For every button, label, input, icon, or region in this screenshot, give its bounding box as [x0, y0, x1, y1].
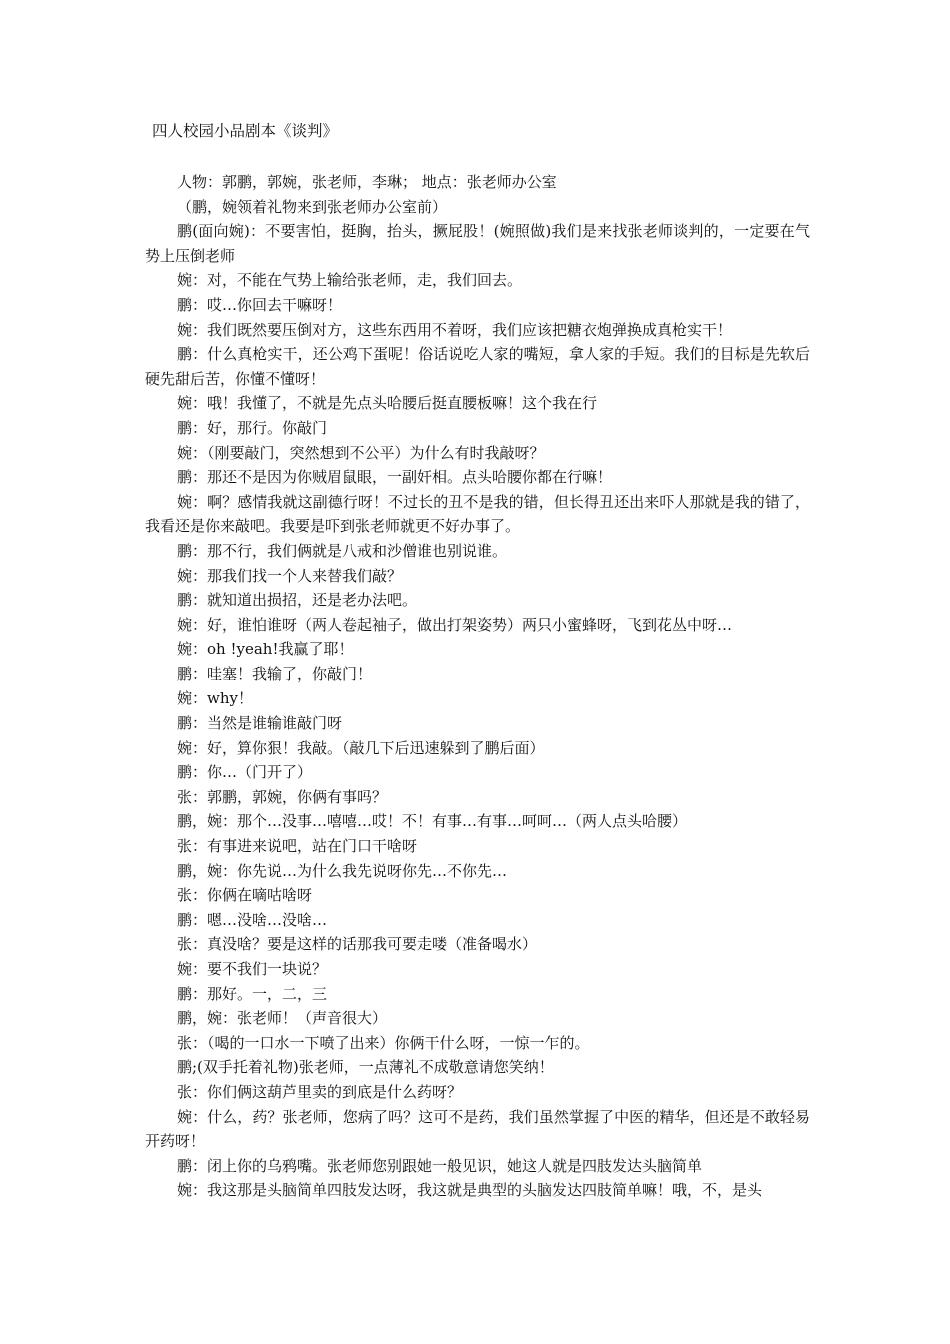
script-line: 鹏(面向婉)：不要害怕，挺胸，抬头，撅屁股！(婉照做)我们是来找张老师谈判的，一定要在气势上压倒老师 [145, 222, 810, 265]
script-line: 婉：什么，药？张老师，您病了吗？这可不是药，我们虽然掌握了中医的精华，但还是不敢轻易开药呀！ [145, 1107, 810, 1151]
script-line: 张：（喝的一口水一下喷了出来）你俩干什么呀，一惊一乍的。 [177, 1033, 590, 1052]
script-line: 婉：要不我们一块说？ [177, 960, 328, 978]
script-line: 张：真没啥？要是这样的话那我可要走喽（准备喝水） [177, 935, 538, 954]
script-line: 鹏：好，那行。你敲门 [177, 418, 328, 437]
script-line: 鹏：那不行，我们俩就是八戒和沙僧谁也别说谁。 [177, 541, 508, 560]
script-line: 婉：啊？感情我就这副德行呀！不过长的丑不是我的错，但长得丑还出来吓人那就是我的错了，我看还是你来敲吧。我要是吓到张老师就更不好办事了。 [145, 492, 810, 536]
script-line: 婉：我们既然要压倒对方，这些东西用不着呀，我们应该把糖衣炮弹换成真枪实干！ [177, 320, 733, 339]
script-line: 鹏：当然是谁输谁敲门呀 [177, 714, 343, 733]
script-line: 鹏，婉：那个…没事…嘻嘻…哎！不！有事…有事…呵呵…（两人点头哈腰） [177, 812, 688, 831]
script-line: 人物：郭鹏，郭婉，张老师，李琳； 地点：张老师办公室 [177, 173, 557, 191]
script-line: 张：郭鹏，郭婉，你俩有事吗？ [177, 787, 388, 806]
script-body [145, 170, 810, 1203]
document-title: 四人校园小品剧本《谈判》 [152, 122, 339, 140]
script-line: 张：你俩在嘀咕啥呀 [177, 886, 313, 905]
script-line: 鹏：嗯…没啥…没啥… [177, 910, 328, 929]
script-line: 鹏：你…（门开了） [177, 763, 313, 782]
script-line: 张：有事进来说吧，站在门口干啥呀 [177, 837, 418, 856]
script-line: 婉：那我们找一个人来替我们敲？ [177, 566, 403, 585]
script-line: 鹏：那还不是因为你贼眉鼠眼，一副奸相。点头哈腰你都在行嘛！ [177, 468, 613, 487]
script-line: 婉：好，算你狠！我敲。（敲几下后迅速躲到了鹏后面） [177, 738, 545, 757]
script-line: 鹏;(双手托着礼物)张老师，一点薄礼不成敬意请您笑纳！ [177, 1058, 554, 1077]
script-line: 张：你们俩这葫芦里卖的到底是什么药呀？ [177, 1082, 463, 1101]
script-line: 鹏：闭上你的乌鸦嘴。张老师您别跟她一般见识，她这人就是四肢发达头脑简单 [177, 1156, 703, 1175]
script-line: 鹏：就知道出损招，还是老办法吧。 [177, 591, 418, 610]
script-line: 婉：我这那是头脑简单四肢发达呀，我这就是典型的头脑发达四肢简单嘛！哦，不，是头 [177, 1181, 763, 1200]
script-line: 鹏，婉：张老师！（声音很大） [177, 1009, 388, 1028]
script-line: 鹏：哇塞！我输了，你敲门！ [177, 664, 373, 683]
script-line: 婉：why！ [177, 689, 253, 708]
script-line: 鹏：什么真枪实干，还公鸡下蛋呢！俗话说吃人家的嘴短，拿人家的手短。我们的目标是先软后硬先甜后苦，你懂不懂呀！ [145, 345, 810, 388]
script-line: （鹏，婉领着礼物来到张老师办公室前） [177, 197, 448, 216]
script-line: 婉：好，谁怕谁呀（两人卷起袖子，做出打架姿势）两只小蜜蜂呀，飞到花丛中呀… [177, 615, 733, 634]
script-line: 婉：（刚要敲门，突然想到不公平）为什么有时我敲呀？ [177, 443, 545, 462]
script-line: 婉：oh !yeah!我赢了耶！ [177, 640, 354, 659]
script-line: 鹏，婉：你先说…为什么我先说呀你先…不你先… [177, 861, 508, 880]
script-line: 婉：哦！我懂了，不就是先点头哈腰后挺直腰板嘛！这个我在行 [177, 394, 598, 413]
script-line: 婉：对，不能在气势上输给张老师，走，我们回去。 [177, 271, 523, 290]
script-line: 鹏：哎…你回去干嘛呀！ [177, 295, 343, 314]
script-line: 鹏：那好。一，二，三 [177, 984, 328, 1003]
